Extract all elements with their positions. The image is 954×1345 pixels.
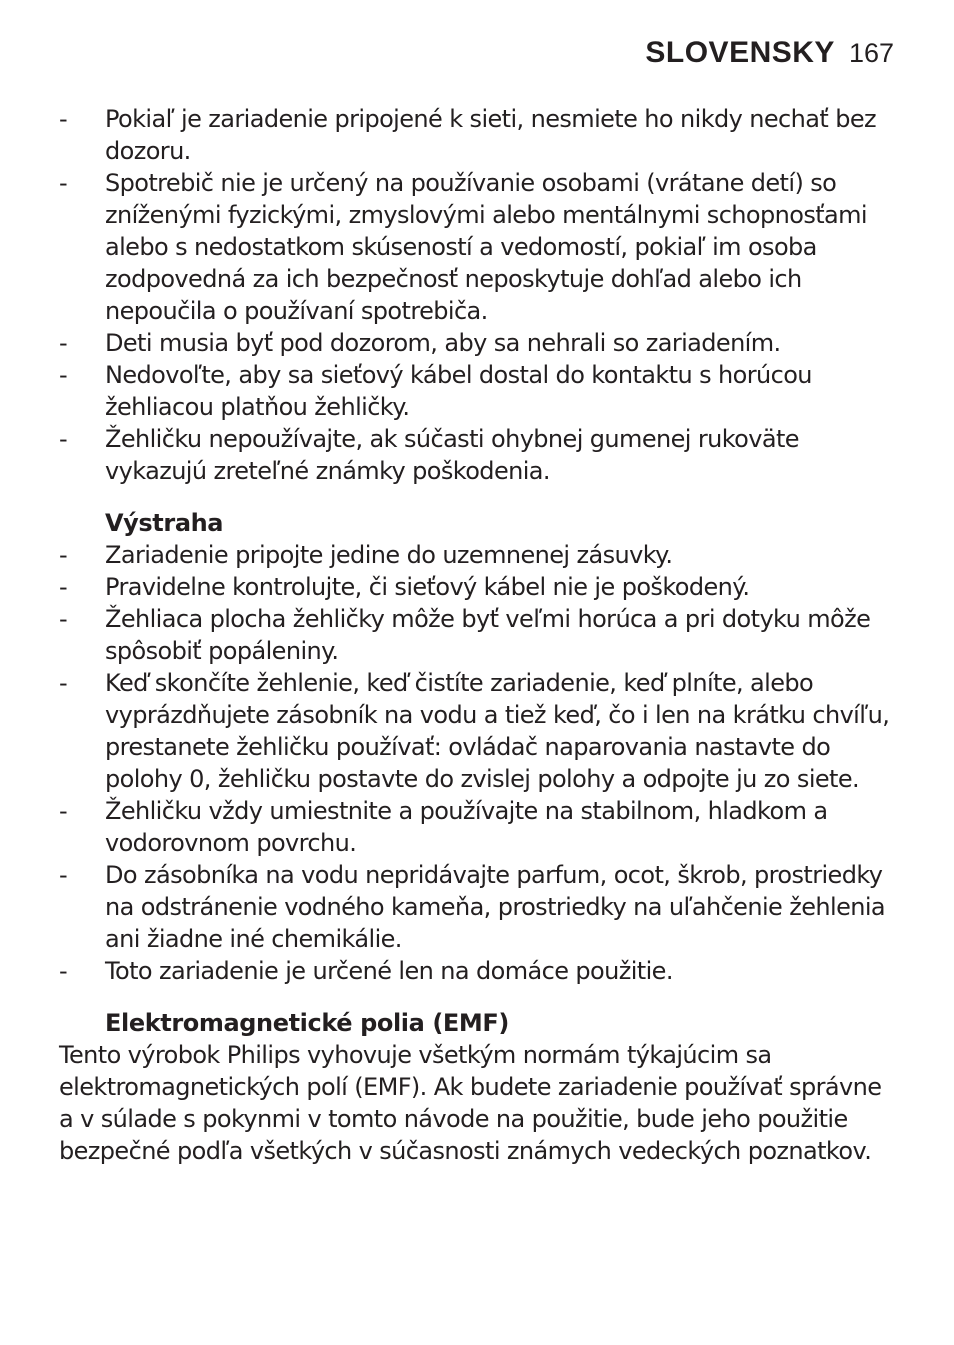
list-item [59,667,891,795]
list-item [59,603,891,667]
bullet-dash: - [59,105,68,133]
list-item [59,423,891,487]
safety-list [59,103,891,487]
list-item-text: Zariadenie pripojte jedine do uzemnenej zásuvky. [105,541,673,569]
bullet-dash: - [59,669,68,697]
list-item [59,859,891,955]
warning-heading: Výstraha [105,509,224,537]
emf-heading: Elektromagnetické polia (EMF) [105,1009,509,1037]
list-item-text: Nedovoľte, aby sa sieťový kábel dostal do kontaktu s horúcou žehliacou platňou žehličky. [105,361,812,421]
bullet-dash: - [59,957,68,985]
page-header [645,36,894,70]
list-item-text: Do zásobníka na vodu nepridávajte parfum, ocot, škrob, prostriedky na odstránenie vodného kameňa, prostriedky na uľahčenie žehlenia ani žiadne iné chemikálie. [105,861,886,953]
list-item-text: Pravidelne kontrolujte, či sieťový kábel nie je poškodený. [105,573,750,601]
page-number: 167 [848,38,894,68]
list-item-text: Toto zariadenie je určené len na domáce použitie. [105,957,673,985]
list-item [59,103,891,167]
list-item-text: Spotrebič nie je určený na používanie osobami (vrátane detí) so zníženými fyzickými, zmyslovými alebo mentálnymi schopnosťami alebo s nedostatkom skúseností a vedomostí, pokiaľ im osoba zodpovedná za ich bezpečnosť neposkytuje dohľad alebo ich nepoučila o používaní spotrebiča. [105,169,867,325]
bullet-dash: - [59,425,68,453]
bullet-dash: - [59,361,68,389]
list-item [59,327,891,359]
document-body [59,103,891,1167]
bullet-dash: - [59,573,68,601]
bullet-dash: - [59,329,68,357]
list-item-text: Keď skončíte žehlenie, keď čistíte zariadenie, keď plníte, alebo vyprázdňujete zásobník na vodu a tiež keď, čo i len na krátku chvíľu, prestanete žehličku používať: ovládač naparovania nastavte do polohy 0, žehličku postavte do zvislej polohy a odpojte ju zo siete. [105,669,890,793]
warning-list [59,539,891,987]
list-item [59,795,891,859]
list-item [59,539,891,571]
bullet-dash: - [59,169,68,197]
list-item-text: Žehličku nepoužívajte, ak súčasti ohybnej gumenej rukoväte vykazujú zreteľné známky poškodenia. [105,425,799,485]
list-item-text: Pokiaľ je zariadenie pripojené k sieti, nesmiete ho nikdy nechať bez dozoru. [105,105,877,165]
list-item-text: Deti musia byť pod dozorom, aby sa nehrali so zariadením. [105,329,781,357]
bullet-dash: - [59,541,68,569]
list-item [59,359,891,423]
bullet-dash: - [59,861,68,889]
language-label: SLOVENSKY [645,36,835,69]
list-item-text: Žehličku vždy umiestnite a používajte na stabilnom, hladkom a vodorovnom povrchu. [105,797,828,857]
bullet-dash: - [59,797,68,825]
list-item-text: Žehliaca plocha žehličky môže byť veľmi horúca a pri dotyku môže spôsobiť popáleniny. [105,605,871,665]
bullet-dash: - [59,605,68,633]
list-item [59,955,891,987]
list-item [59,571,891,603]
emf-paragraph: Tento výrobok Philips vyhovuje všetkým normám týkajúcim sa elektromagnetických polí (EMF). Ak budete zariadenie používať správne a v súlade s pokynmi v tomto návode na použitie, bude jeho použitie bezpečné podľa všetkých v súčasnosti známych vedeckých poznatkov. [59,1041,882,1165]
list-item [59,167,891,327]
